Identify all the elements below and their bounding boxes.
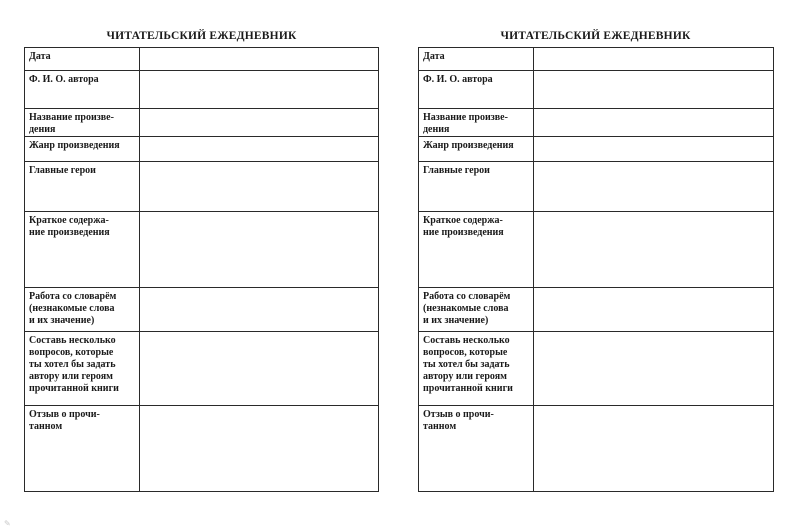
row-vocabulary [25,288,379,332]
field-summary[interactable] [140,212,379,288]
pencil-corner-icon: ✎ [4,519,11,528]
field-date[interactable] [140,48,379,71]
field-title[interactable] [534,109,774,137]
field-main-characters[interactable] [140,162,379,212]
page-title: ЧИТАТЕЛЬСКИЙ ЕЖЕДНЕВНИК [106,30,297,42]
label-date: Дата [25,48,140,71]
field-review[interactable] [140,406,379,492]
label-date: Дата [419,48,534,71]
row-summary [419,212,774,288]
page-title: ЧИТАТЕЛЬСКИЙ ЕЖЕДНЕВНИК [500,30,691,42]
field-title[interactable] [140,109,379,137]
field-author[interactable] [140,71,379,109]
field-review[interactable] [534,406,774,492]
row-review [419,406,774,492]
field-main-characters[interactable] [534,162,774,212]
row-main-characters [419,162,774,212]
row-vocabulary [419,288,774,332]
label-title: Название произве- дения [419,109,534,137]
label-title: Название произве- дения [25,109,140,137]
reading-diary-table [24,47,379,492]
label-main-characters: Главные герои [419,162,534,212]
label-vocabulary: Работа со словарём (незнакомые слова и их значение) [419,288,534,332]
field-date[interactable] [534,48,774,71]
label-review: Отзыв о прочи- танном [25,406,140,492]
reading-diary-table [418,47,774,492]
row-main-characters [25,162,379,212]
row-genre [25,137,379,162]
label-questions: Составь несколько вопросов, которые ты хотел бы задать автору или героям прочитанной книги [25,332,140,406]
label-vocabulary: Работа со словарём (незнакомые слова и их значение) [25,288,140,332]
field-genre[interactable] [534,137,774,162]
field-vocabulary[interactable] [140,288,379,332]
label-summary: Краткое содержа- ние произведения [419,212,534,288]
field-vocabulary[interactable] [534,288,774,332]
field-genre[interactable] [140,137,379,162]
field-author[interactable] [534,71,774,109]
field-questions[interactable] [140,332,379,406]
row-summary [25,212,379,288]
row-questions [419,332,774,406]
row-title [25,109,379,137]
field-questions[interactable] [534,332,774,406]
label-genre: Жанр произведения [419,137,534,162]
label-genre: Жанр произведения [25,137,140,162]
label-questions: Составь несколько вопросов, которые ты хотел бы задать автору или героям прочитанной книги [419,332,534,406]
label-summary: Краткое содержа- ние произведения [25,212,140,288]
row-author [25,71,379,109]
right-page [400,0,800,531]
label-main-characters: Главные герои [25,162,140,212]
label-author: Ф. И. О. автора [25,71,140,109]
field-summary[interactable] [534,212,774,288]
row-review [25,406,379,492]
label-author: Ф. И. О. автора [419,71,534,109]
row-date [25,48,379,71]
row-author [419,71,774,109]
row-questions [25,332,379,406]
row-date [419,48,774,71]
row-title [419,109,774,137]
label-review: Отзыв о прочи- танном [419,406,534,492]
row-genre [419,137,774,162]
